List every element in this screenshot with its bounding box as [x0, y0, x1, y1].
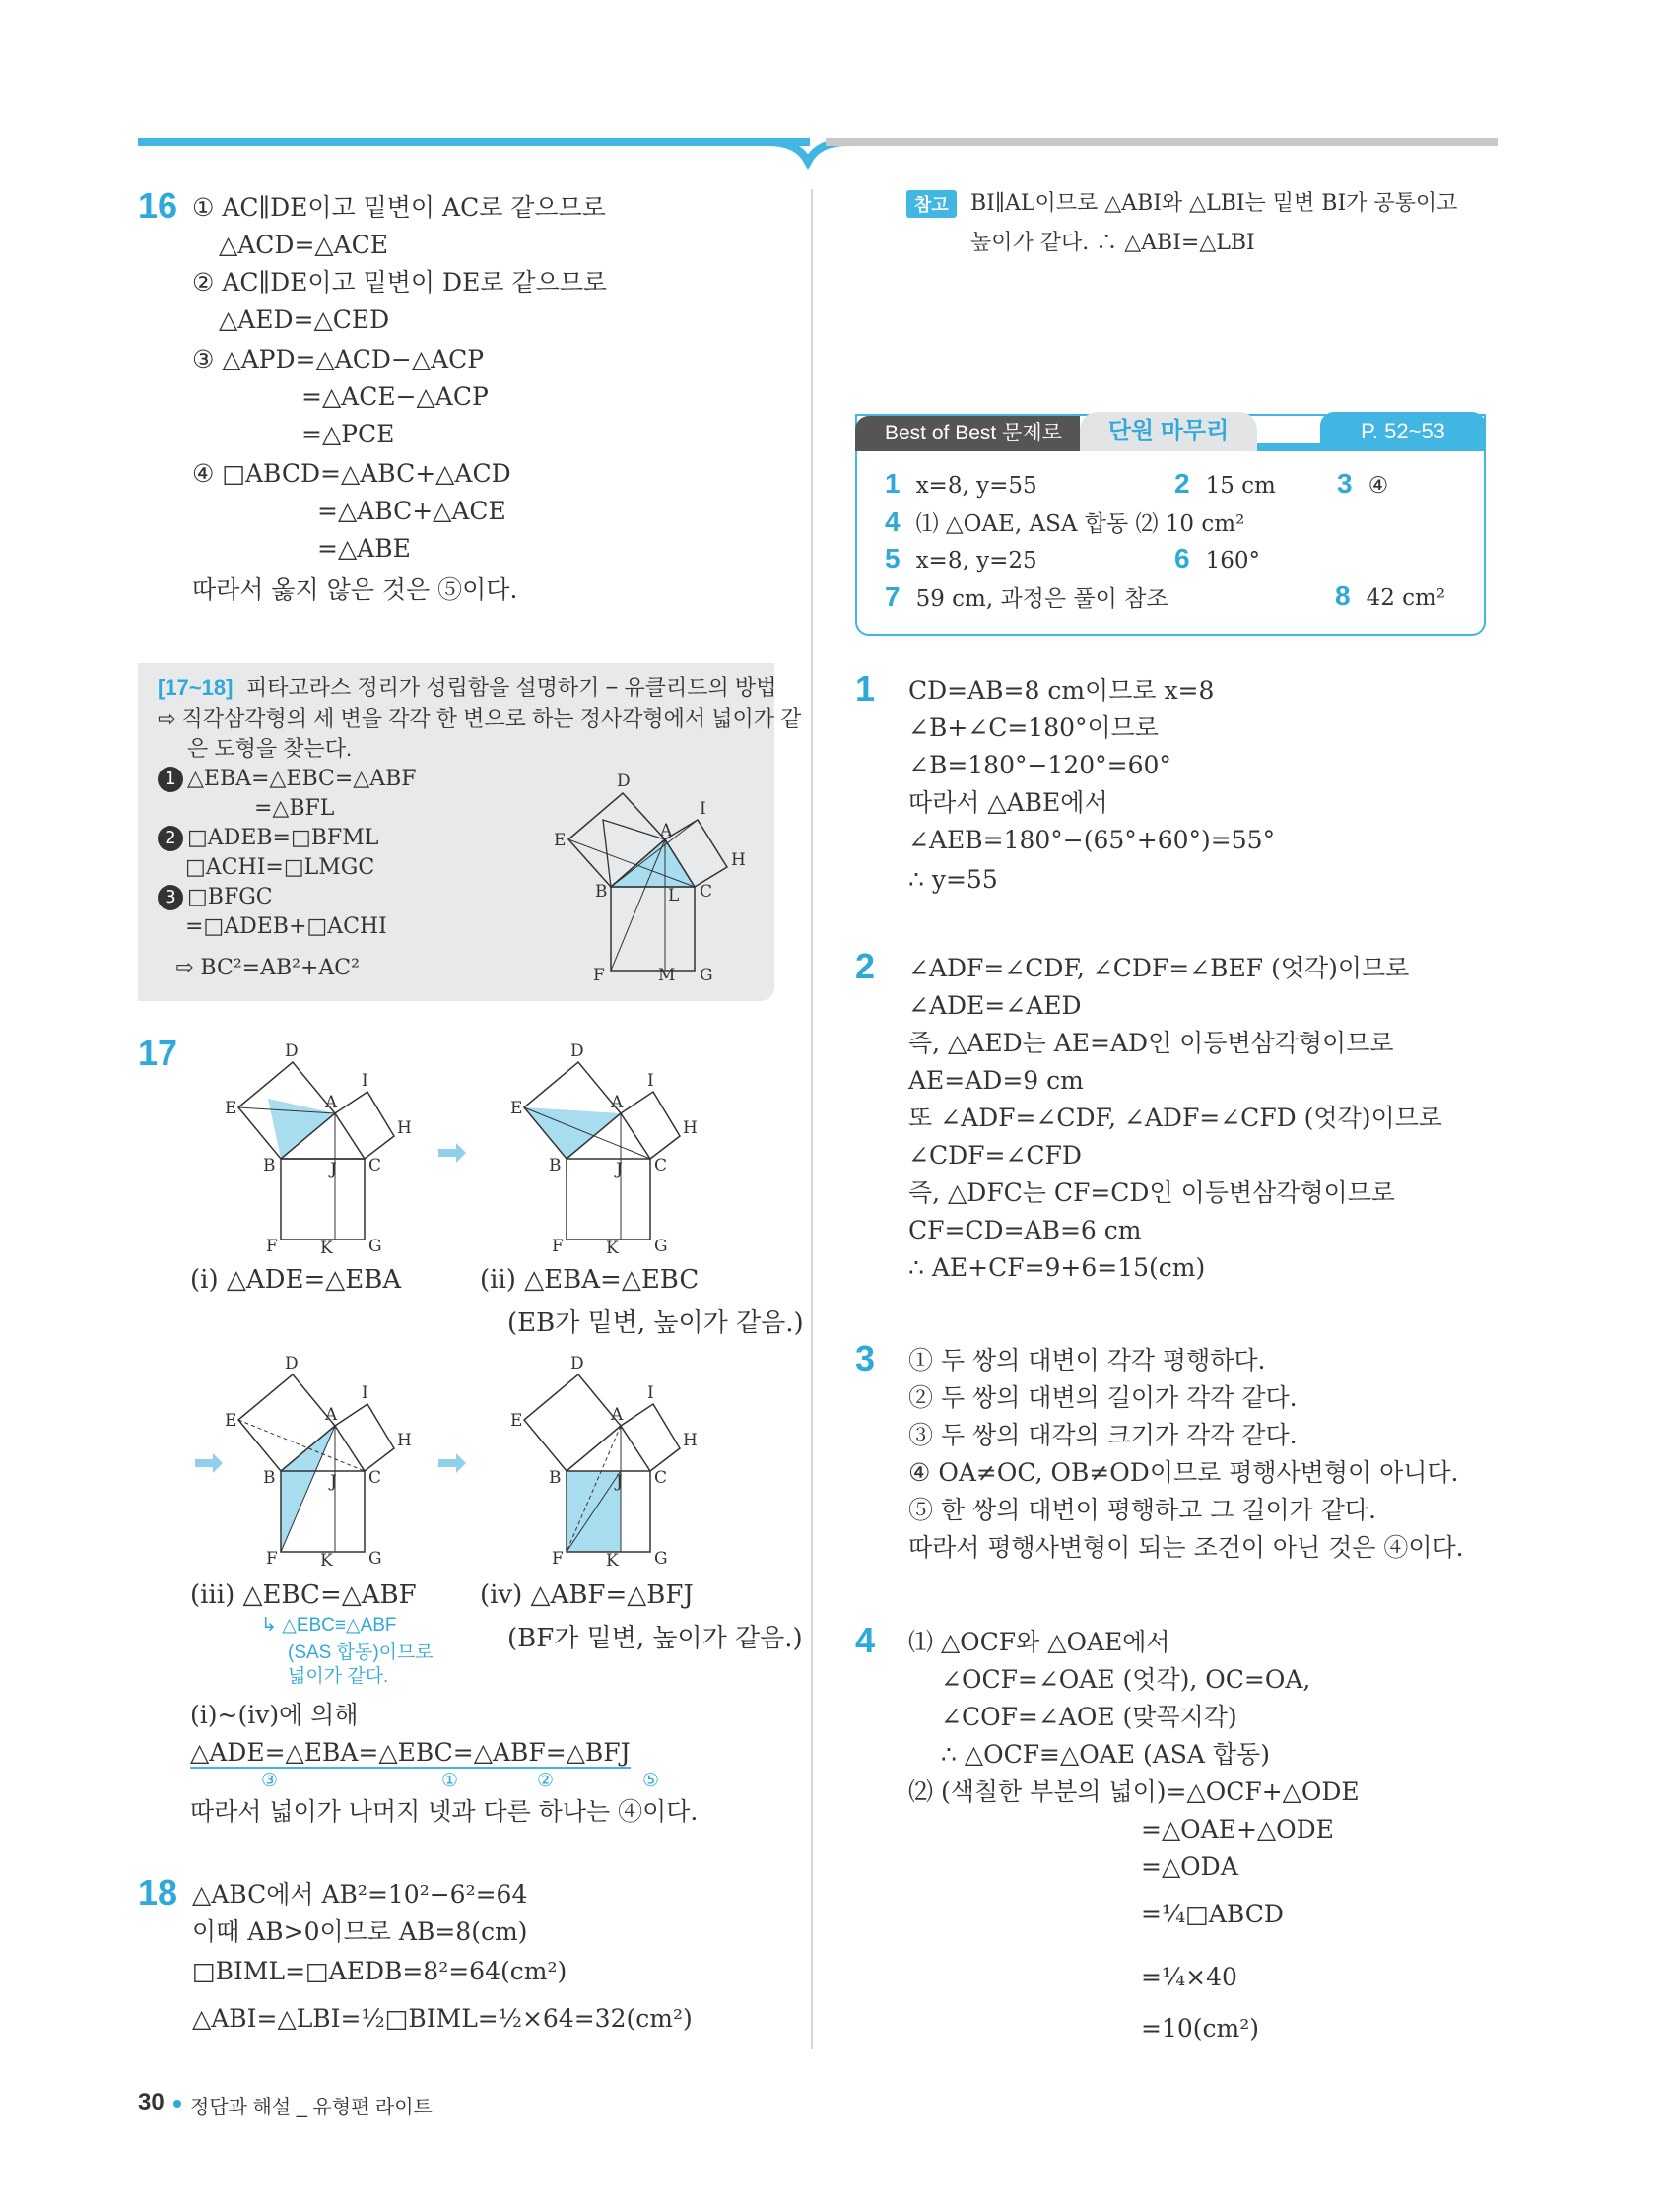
- answer-row: 4 ⑴ △OAE, ASA 합동 ⑵ 10 cm²: [885, 506, 1245, 537]
- fig-label: A: [611, 1405, 624, 1425]
- fig-label: H: [683, 1118, 698, 1138]
- fig-label: I: [362, 1383, 368, 1403]
- solution-4-number: 4: [855, 1620, 876, 1660]
- s4-line: ⑴ △OCF와 △OAE에서: [908, 1628, 1170, 1656]
- fig-label: G: [700, 966, 713, 985]
- s4-line: =¼□ABCD: [1141, 1900, 1284, 1928]
- p17-conclusion: 따라서 넓이가 나머지 넷과 다른 하나는 ④이다.: [190, 1797, 699, 1826]
- s2-line: 또 ∠ADF=∠CDF, ∠ADF=∠CFD (엇각)이므로: [908, 1104, 1442, 1132]
- euclid-figure: [552, 769, 768, 985]
- s3-line: 따라서 평행사변형이 되는 조건이 아닌 것은 ④이다.: [908, 1533, 1464, 1562]
- fig-label: C: [700, 882, 713, 902]
- fig-label: B: [263, 1156, 276, 1175]
- fig-label: K: [320, 1239, 333, 1258]
- fig-label: F: [552, 1237, 564, 1256]
- fig-label: J: [330, 1160, 337, 1179]
- p17-note: (SAS 합동)이므로: [288, 1642, 434, 1663]
- p17-figure-4: [507, 1355, 704, 1572]
- p16-line: ② AC∥DE이고 밑변이 DE로 같으므로: [192, 268, 608, 297]
- p16-line: ④ □ABCD=△ABC+△ACD: [192, 459, 511, 488]
- p16-line: =△ABE: [317, 534, 411, 563]
- fig-label: F: [593, 966, 605, 985]
- note-line: BI∥AL이므로 △ABI와 △LBI는 밑변 BI가 공통이고: [970, 191, 1458, 216]
- s4-line: =△ODA: [1141, 1852, 1238, 1881]
- p16-line: ① AC∥DE이고 밑변이 AC로 같으므로: [192, 193, 606, 222]
- p17-note: ↳ △EBC≡△ABF: [261, 1615, 397, 1636]
- s2-line: ∠ADE=∠AED: [908, 991, 1082, 1020]
- s4-line: =¼×40: [1141, 1963, 1237, 1991]
- fig-label: D: [617, 771, 631, 791]
- answer-row: 3 ④: [1337, 468, 1389, 499]
- fig-label: C: [654, 1156, 668, 1175]
- p16-line: △ACD=△ACE: [219, 231, 389, 259]
- fig-label: K: [606, 1239, 619, 1258]
- arrow-icon: [438, 1143, 468, 1163]
- p16-line: △AED=△CED: [219, 305, 390, 334]
- solution-3-number: 3: [855, 1338, 876, 1378]
- fig-label: K: [320, 1551, 333, 1571]
- fig-label: I: [700, 799, 706, 819]
- best-label: Best of Best 문제로: [855, 416, 1080, 451]
- p17-caption-4b: (BF가 밑변, 높이가 같음.): [507, 1624, 803, 1653]
- fig-label: D: [285, 1042, 299, 1061]
- fig-label: M: [658, 966, 676, 985]
- problem-17-number: 17: [138, 1033, 178, 1073]
- p17-caption-1: (ⅰ) △ADE=△EBA: [190, 1265, 402, 1295]
- answer-row: 8 42 cm²: [1335, 580, 1446, 611]
- s3-line: ① 두 쌍의 대변이 각각 평행하다.: [908, 1346, 1266, 1374]
- problem-18-number: 18: [138, 1872, 178, 1912]
- fig-label: A: [325, 1093, 338, 1112]
- s3-line: ④ OA≠OC, OB≠OD이므로 평행사변형이 아니다.: [908, 1458, 1459, 1487]
- fig-label: F: [266, 1237, 278, 1256]
- fig-label: G: [368, 1237, 382, 1256]
- fig-label: H: [397, 1118, 412, 1138]
- fig-label: C: [368, 1156, 382, 1175]
- answer-row: 7 59 cm, 과정은 풀이 참조: [885, 581, 1168, 612]
- answer-row: 1 x=8, y=55: [885, 468, 1037, 499]
- fig-label: I: [647, 1383, 654, 1403]
- column-divider: [811, 189, 813, 2049]
- s1-line: ∠AEB=180°−(65°+60°)=55°: [908, 826, 1276, 854]
- p16-conclusion: 따라서 옳지 않은 것은 ⑤이다.: [192, 575, 518, 604]
- fig-label: J: [330, 1472, 337, 1492]
- s2-line: ∠ADF=∠CDF, ∠CDF=∠BEF (엇각)이므로: [908, 954, 1410, 982]
- fig-label: A: [660, 821, 673, 840]
- fig-label: B: [549, 1156, 562, 1175]
- fig-label: J: [616, 1160, 623, 1179]
- p17-mark: ②: [537, 1771, 555, 1791]
- p17-caption-2b: (EB가 밑변, 높이가 같음.): [507, 1308, 804, 1338]
- p17-chain: △ADE=△EBA=△EBC=△ABF=△BFJ: [190, 1738, 631, 1767]
- p17-figure-3: [222, 1355, 419, 1572]
- fig-label: D: [570, 1355, 584, 1374]
- p17-caption-3: (ⅲ) △EBC=△ABF: [190, 1580, 417, 1610]
- fig-label: G: [654, 1549, 668, 1569]
- p16-line: ③ △APD=△ACD−△ACP: [192, 345, 485, 373]
- p17-note: 넓이가 같다.: [288, 1666, 389, 1687]
- p17-mark: ①: [441, 1771, 459, 1791]
- fig-label: E: [510, 1099, 523, 1118]
- s4-line: =10(cm²): [1141, 2014, 1259, 2043]
- tip-step-3b: =□ADEB+□ACHI: [185, 914, 387, 939]
- top-rule-left: [138, 138, 810, 146]
- p17-mark: ⑤: [642, 1771, 660, 1791]
- s2-line: 즉, △AED는 AE=AD인 이등변삼각형이므로: [908, 1029, 1394, 1057]
- footer-text: 정답과 해설 _ 유형편 라이트: [190, 2097, 433, 2118]
- tip-box-intro: ⇨ 직각삼각형의 세 변을 각각 한 변으로 하는 정사각형에서 넓이가 같: [158, 706, 802, 731]
- tip-box-intro: 은 도형을 찾는다.: [187, 736, 353, 761]
- fig-label: B: [595, 882, 608, 902]
- solution-2-number: 2: [855, 946, 876, 986]
- fig-label: C: [654, 1468, 668, 1488]
- p17-caption-2: (ⅱ) △EBA=△EBC: [480, 1265, 700, 1295]
- page-number: 30: [138, 2089, 165, 2115]
- fig-label: E: [225, 1411, 237, 1431]
- fig-label: E: [510, 1411, 523, 1431]
- page-ref: P. 52~53: [1320, 412, 1486, 451]
- arrow-icon: [195, 1453, 225, 1473]
- s1-line: ∴ y=55: [908, 865, 998, 894]
- note-line: 높이가 같다. ∴ △ABI=△LBI: [970, 231, 1255, 255]
- fig-label: I: [647, 1071, 654, 1091]
- solution-1-number: 1: [855, 668, 876, 708]
- tip-step-1: 1 △EBA=△EBC=△ABF: [158, 765, 417, 794]
- fig-label: L: [668, 886, 680, 905]
- tip-result: ⇨ BC²=AB²+AC²: [175, 956, 360, 980]
- s4-line: ⑵ (색칠한 부분의 넓이)=△OCF+△ODE: [908, 1777, 1360, 1806]
- s4-line: ∠OCF=∠OAE (엇각), OC=OA,: [941, 1665, 1311, 1694]
- fig-label: J: [616, 1472, 623, 1492]
- s2-line: ∴ AE+CF=9+6=15(cm): [908, 1253, 1206, 1282]
- p17-mark: ③: [261, 1771, 279, 1791]
- top-rule-right: [826, 138, 1498, 146]
- p17-figure-2: [507, 1042, 704, 1259]
- fig-label: D: [285, 1355, 299, 1374]
- footer-dot: [173, 2100, 181, 2108]
- s4-line: ∠COF=∠AOE (맞꼭지각): [941, 1703, 1237, 1731]
- tip-step-3: 3 □BFGC: [158, 883, 273, 912]
- p17-line: (ⅰ)~(ⅳ)에 의해: [190, 1701, 359, 1729]
- fig-label: G: [368, 1549, 382, 1569]
- s3-line: ⑤ 한 쌍의 대변이 평행하고 그 길이가 같다.: [908, 1496, 1376, 1524]
- p16-line: =△ABC+△ACE: [317, 497, 506, 525]
- unit-title: 단원 마무리: [1080, 412, 1257, 451]
- s1-line: 따라서 △ABE에서: [908, 788, 1108, 817]
- fig-label: A: [611, 1093, 624, 1112]
- p16-line: =△ACE−△ACP: [301, 382, 489, 411]
- s3-line: ③ 두 쌍의 대각의 크기가 각각 같다.: [908, 1421, 1298, 1449]
- p16-line: =△PCE: [301, 420, 395, 448]
- fig-label: K: [606, 1551, 619, 1571]
- answer-row: 2 15 cm: [1174, 468, 1276, 499]
- answer-row: 5 x=8, y=25: [885, 543, 1037, 573]
- p18-line: □BIML=□AEDB=8²=64(cm²): [192, 1957, 567, 1985]
- tip-step-1b: =△BFL: [254, 796, 335, 821]
- note-tag: 참고: [906, 190, 957, 218]
- s4-line: ∴ △OCF≡△OAE (ASA 합동): [941, 1740, 1270, 1769]
- fig-label: D: [570, 1042, 584, 1061]
- fig-label: E: [554, 831, 567, 850]
- fig-label: I: [362, 1071, 368, 1091]
- s2-line: 즉, △DFC는 CF=CD인 이등변삼각형이므로: [908, 1178, 1395, 1207]
- s4-line: =△OAE+△ODE: [1141, 1815, 1334, 1843]
- problem-16-number: 16: [138, 185, 178, 226]
- p18-line: △ABC에서 AB²=10²−6²=64: [192, 1880, 528, 1909]
- fig-label: G: [654, 1237, 668, 1256]
- fig-label: H: [683, 1431, 698, 1450]
- s3-line: ② 두 쌍의 대변의 길이가 각각 같다.: [908, 1383, 1298, 1412]
- fig-label: F: [552, 1549, 564, 1569]
- fig-label: B: [263, 1468, 276, 1488]
- tip-box-tag: [17~18]: [158, 675, 234, 700]
- s1-line: ∠B+∠C=180°이므로: [908, 713, 1159, 742]
- p17-caption-4: (ⅳ) △ABF=△BFJ: [480, 1580, 694, 1610]
- tip-step-2b: □ACHI=□LMGC: [185, 855, 375, 880]
- fig-label: A: [325, 1405, 338, 1425]
- s2-line: CF=CD=AB=6 cm: [908, 1216, 1142, 1244]
- fig-label: C: [368, 1468, 382, 1488]
- s1-line: CD=AB=8 cm이므로 x=8: [908, 676, 1215, 704]
- s2-line: ∠CDF=∠CFD: [908, 1141, 1082, 1170]
- fig-label: B: [549, 1468, 562, 1488]
- tip-box-heading: 피타고라스 정리가 성립함을 설명하기 − 유클리드의 방법: [246, 675, 777, 700]
- answer-row: 6 160°: [1174, 543, 1260, 573]
- s2-line: AE=AD=9 cm: [908, 1066, 1084, 1095]
- fig-label: E: [225, 1099, 237, 1118]
- s1-line: ∠B=180°−120°=60°: [908, 751, 1171, 779]
- p18-line: 이때 AB>0이므로 AB=8(cm): [192, 1917, 528, 1946]
- fig-label: H: [731, 850, 746, 870]
- fig-label: F: [266, 1549, 278, 1569]
- arrow-icon: [438, 1453, 468, 1473]
- fig-label: H: [397, 1431, 412, 1450]
- p18-line: △ABI=△LBI=½□BIML=½×64=32(cm²): [192, 2004, 693, 2033]
- p17-figure-1: [222, 1042, 419, 1259]
- tip-step-2: 2 □ADEB=□BFML: [158, 824, 378, 853]
